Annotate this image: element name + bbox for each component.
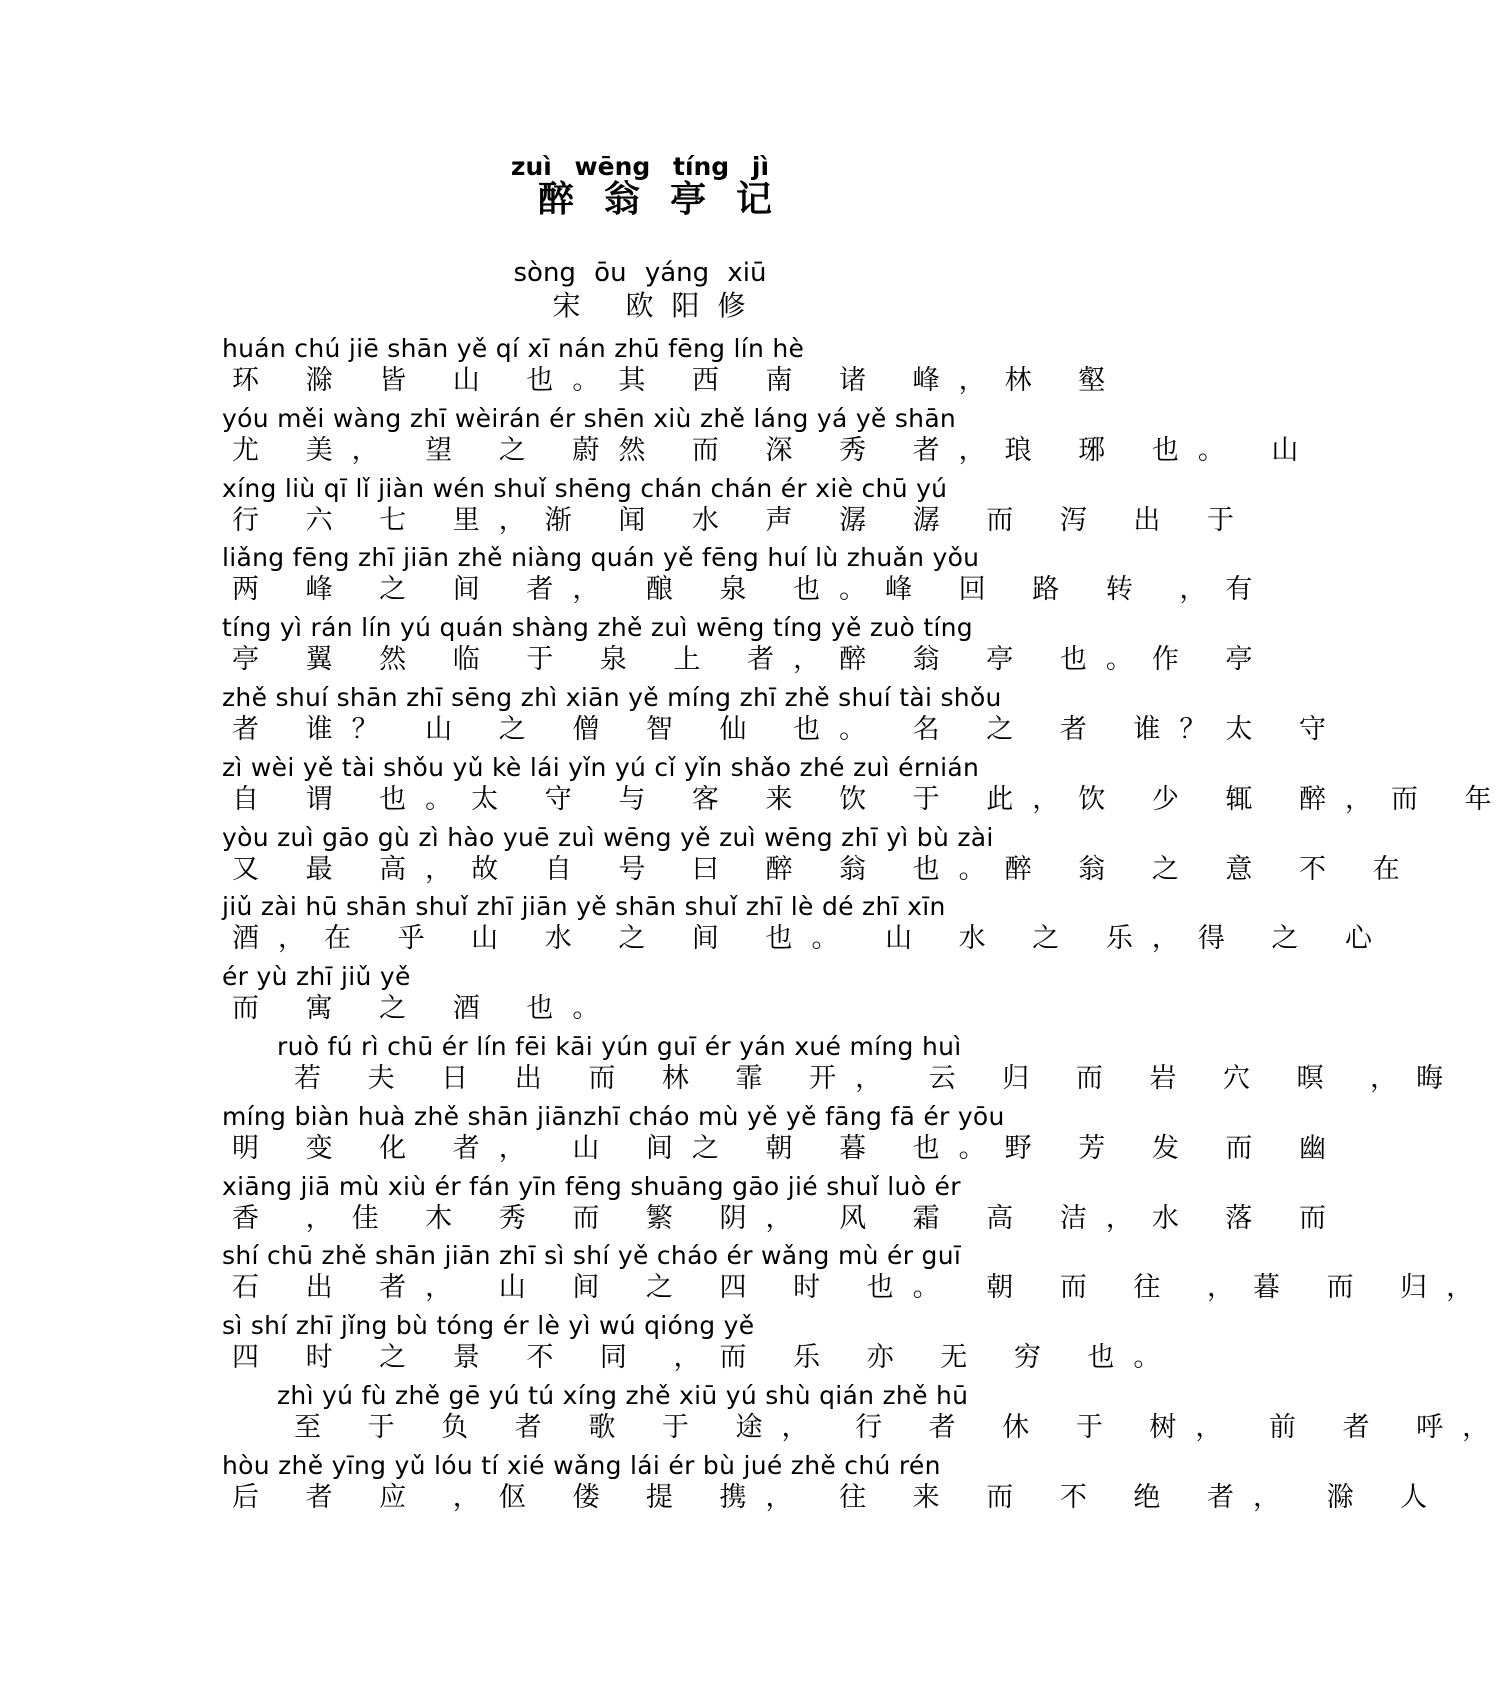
hanzi-line: 若 夫 日 出 而 林 霏 开， 云 归 而 岩 穴 暝 ，晦 <box>294 1063 1463 1094</box>
hanzi-line: 而 寓 之 酒 也。 <box>232 993 619 1024</box>
text-line <box>222 543 1272 607</box>
text-line <box>222 753 1511 817</box>
author-hanzi: 宋 欧阳修 <box>552 289 764 322</box>
pinyin-line: yóu měi wàng zhī wèirán ér shēn xiù zhě láng yá yě shān <box>222 404 957 433</box>
pinyin-line: xíng liù qī lǐ jiàn wén shuǐ shēng chán chán ér xiè chū yú <box>222 474 948 503</box>
pinyin-line: ruò fú rì chū ér lín fēi kāi yún guī ér yán xué míng huì <box>277 1032 962 1061</box>
hanzi-line: 后 者 应 ，伛 偻 提 携， 往 来 而 不 绝 者， 滁 人 <box>232 1482 1447 1513</box>
text-line <box>222 683 1345 747</box>
pinyin-line: jiǔ zài hū shān shuǐ zhī jiān yě shān shuǐ zhī lè dé zhī xīn <box>222 892 946 921</box>
text-line <box>222 1381 1509 1445</box>
hanzi-line: 两 峰 之 间 者， 酿 泉 也。峰 回 路 转 ，有 <box>232 574 1272 605</box>
pinyin-line: yòu zuì gāo gù zì hào yuē zuì wēng yě zuì wēng zhī yì bù zài <box>222 823 994 852</box>
pinyin-line: míng biàn huà zhě shān jiānzhī cháo mù yě yě fāng fā ér yōu <box>222 1102 1005 1131</box>
pinyin-line: tíng yì rán lín yú quán shàng zhě zuì wēng tíng yě zuò tíng <box>222 613 973 642</box>
pinyin-line: hòu zhě yīng yǔ lóu tí xié wǎng lái ér bù jué zhě chú rén <box>222 1451 941 1480</box>
text-line <box>222 474 1253 538</box>
pinyin-line: zì wèi yě tài shǒu yǔ kè lái yǐn yú cǐ yǐn shǎo zhé zuì érnián <box>222 753 980 782</box>
text-line <box>222 1172 1345 1236</box>
text-line <box>222 823 1419 887</box>
hanzi-line: 又 最 高，故 自 号 曰 醉 翁 也。醉 翁 之 意 不 在 <box>232 854 1419 885</box>
title-pinyin: zuì wēng tíng jì <box>510 152 770 181</box>
hanzi-line: 石 出 者， 山 间 之 四 时 也。 朝 而 往 ，暮 而 归， <box>232 1272 1493 1303</box>
hanzi-line: 环 滁 皆 山 也。其 西 南 诸 峰，林 壑 <box>232 365 1125 396</box>
pinyin-line: zhě shuí shān zhī sēng zhì xiān yě míng zhī zhě shuí tài shǒu <box>222 683 1002 712</box>
hanzi-line: 香 ，佳 木 秀 而 繁 阴， 风 霜 高 洁，水 落 而 <box>232 1203 1345 1234</box>
text-line <box>222 962 1102 1026</box>
hanzi-line: 行 六 七 里，渐 闻 水 声 潺 潺 而 泻 出 于 <box>232 505 1253 536</box>
text-line <box>222 334 1125 398</box>
author-pinyin: sòng ōu yáng xiū <box>513 258 767 288</box>
text-line <box>222 613 1272 677</box>
pinyin-line: sì shí zhī jǐng bù tóng ér lè yì wú qióng yě <box>222 1311 755 1340</box>
pinyin-line: liǎng fēng zhī jiān zhě niàng quán yě fēng huí lù zhuǎn yǒu <box>222 543 980 572</box>
hanzi-line: 者 谁？ 山 之 僧 智 仙 也。 名 之 者 谁？太 守 <box>232 714 1345 745</box>
hanzi-line: 亭 翼 然 临 于 泉 上 者，醉 翁 亭 也。作 亭 <box>232 644 1272 675</box>
hanzi-line: 明 变 化 者， 山 间之 朝 暮 也。野 芳 发 而 幽 <box>232 1133 1345 1164</box>
text-line <box>222 1102 1345 1166</box>
hanzi-line: 尤 美， 望 之 蔚然 而 深 秀 者，琅 琊 也。 山 <box>232 435 1318 466</box>
title-hanzi: 醉翁亭记 <box>537 179 802 220</box>
hanzi-line: 至 于 负 者 歌 于 途， 行 者 休 于 树， 前 者 呼， <box>294 1412 1509 1443</box>
hanzi-line: 自 谓 也。太 守 与 客 来 饮 于 此，饮 少 辄 醉，而 年 <box>232 784 1511 815</box>
text-line <box>222 1451 1447 1515</box>
hanzi-line: 四 时 之 景 不 同 ，而 乐 亦 无 穷 也。 <box>232 1342 1180 1373</box>
text-line <box>222 1311 1180 1375</box>
pinyin-line: huán chú jiē shān yě qí xī nán zhū fēng lín hè <box>222 334 805 363</box>
pinyin-line: xiāng jiā mù xiù ér fán yīn fēng shuāng gāo jié shuǐ luò ér <box>222 1172 961 1201</box>
pinyin-line: ér yù zhī jiǔ yě <box>222 962 411 991</box>
text-line <box>222 404 1318 468</box>
pinyin-line: shí chū zhě shān jiān zhī sì shí yě cháo ér wǎng mù ér guī <box>222 1241 962 1270</box>
text-line <box>222 1032 1463 1096</box>
text-line <box>222 892 1391 956</box>
pinyin-line: zhì yú fù zhě gē yú tú xíng zhě xiū yú shù qián zhě hū <box>277 1381 969 1410</box>
hanzi-line: 酒，在 乎 山 水 之 间 也。 山 水 之 乐，得 之 心 <box>232 923 1391 954</box>
text-line <box>222 1241 1493 1305</box>
